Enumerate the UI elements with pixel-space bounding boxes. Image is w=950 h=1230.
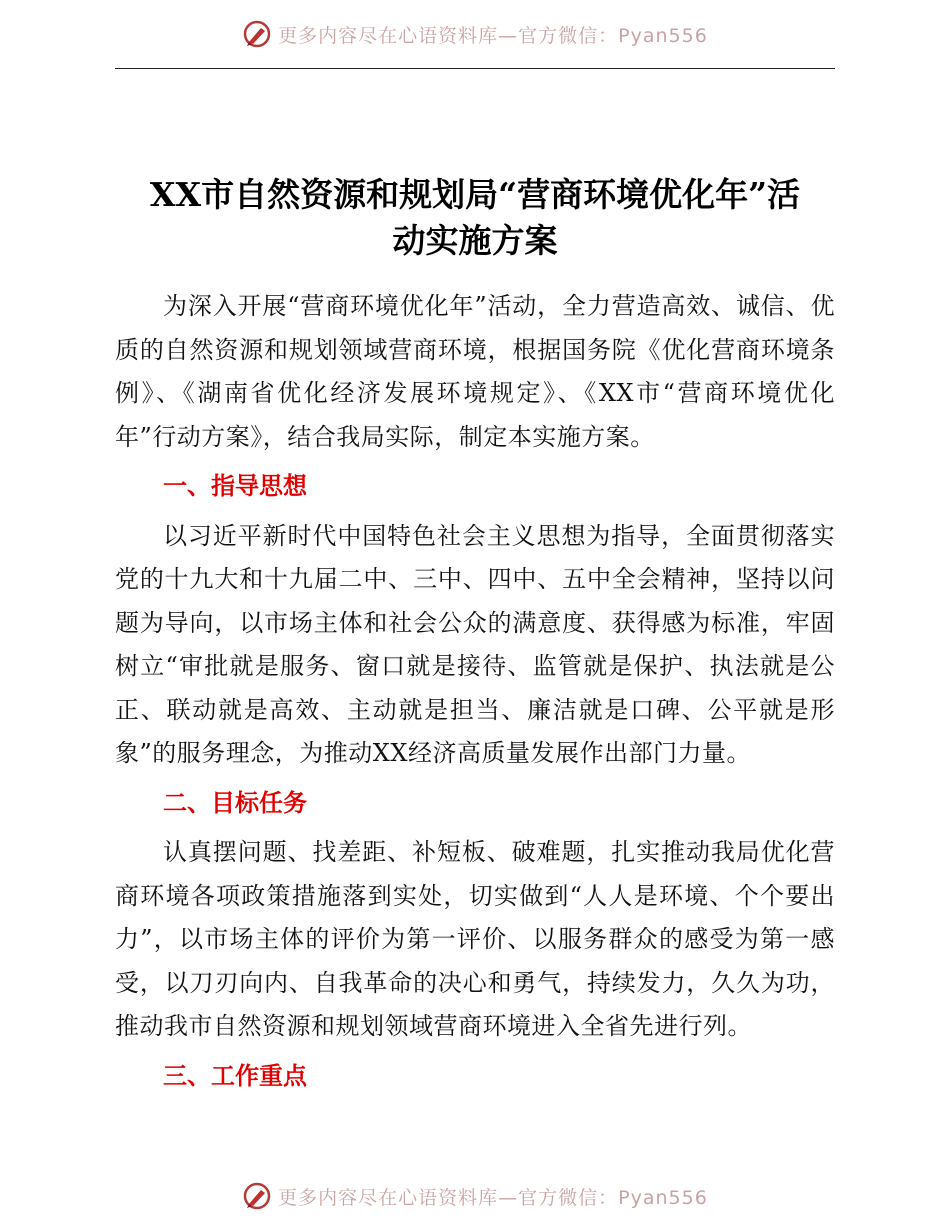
section-heading-2: 二、目标任务 [163,788,307,817]
document-title [115,172,835,264]
section-paragraph-1: 以习近平新时代中国特色社会主义思想为指导，全面贯彻落实党的十九大和十九届二中、三中、四中、五中全会精神，坚持以问题为导向，以市场主体和社会公众的满意度、获得感为标准，牢固树立“审批就是服务、窗口就是接待、监管就是保护、执法就是公正、联动就是高效、主动就是担当、廉洁就是口碑、公平就是形象”的服务理念，为推动XX经济高质量发展作出部门力量。 [115,521,835,767]
footer-banner-text: 更多内容尽在心语资料库—官方微信：Pyan556 [278,1186,708,1209]
title-line-2: 动实施方案 [392,221,558,260]
header-divider [115,68,835,69]
header-banner [0,14,950,54]
intro-paragraph: 为深入开展“营商环境优化年”活动，全力营造高效、诚信、优质的自然资源和规划领域营商环境，根据国务院《优化营商环境条例》、《湖南省优化经济发展环境规定》、《XX市“营商环境优化年”行动方案》，结合我局实际，制定本实施方案。 [115,292,835,451]
document-body [115,285,835,1098]
banner-text: 更多内容尽在心语资料库—官方微信：Pyan556 [278,24,708,47]
pen-logo-icon [242,1181,272,1211]
title-line-1: XX市自然资源和规划局“营商环境优化年”活 [149,175,801,214]
section-heading-3: 三、工作重点 [163,1061,307,1090]
footer-banner [0,1176,950,1216]
section-paragraph-2: 认真摆问题、找差距、补短板、破难题，扎实推动我局优化营商环境各项政策措施落到实处，切实做到“人人是环境、个个要出力”，以市场主体的评价为第一评价、以服务群众的感受为第一感受，以刀刃向内、自我革命的决心和勇气，持续发力，久久为功，推动我市自然资源和规划领域营商环境进入全省先进行列。 [115,838,835,1040]
section-heading-1: 一、指导思想 [163,472,307,500]
pen-logo-icon [242,19,272,49]
